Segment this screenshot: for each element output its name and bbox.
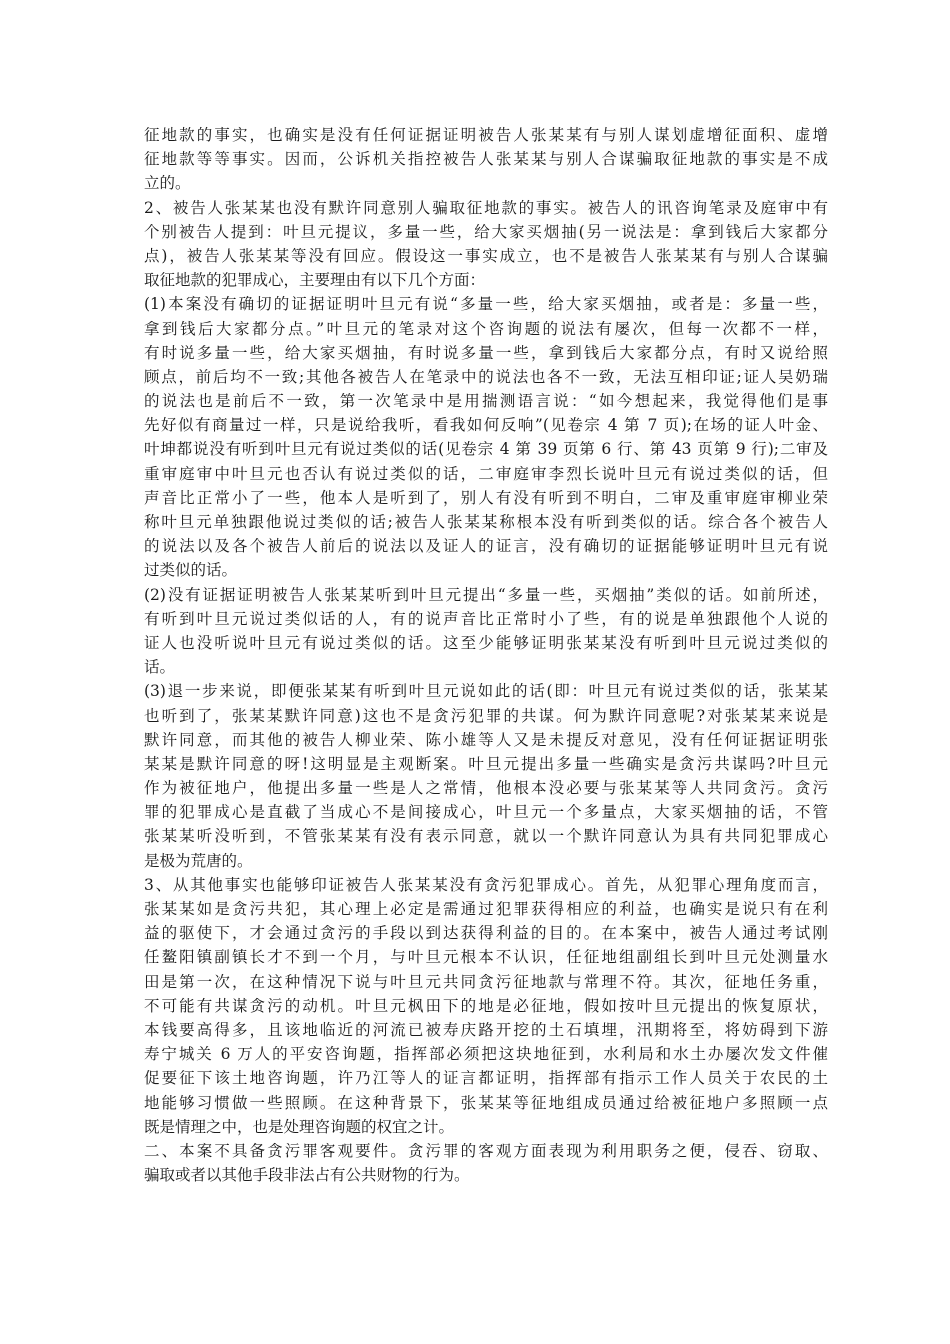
text-line: 促要征下该土地咨询题，许乃江等人的证言都证明，指挥部有指示工作人员关于农民的土 [144, 1069, 828, 1088]
text-line: 有听到叶旦元说过类似话的人，有的说声音比正常时小了些，有的说是单独跟他个人说的 [144, 609, 828, 628]
text-line: 重审庭审中叶旦元也否认有说过类似的话，二审庭审李烈长说叶旦元有说过类似的话，但 [144, 464, 828, 483]
text-line: 先好似有商量过一样，只是说给我听，看我如何反响”(见卷宗 4 第 7 页);在场的证人叶金、 [144, 416, 828, 435]
text-line: 任鳌阳镇副镇长才不到一个月，与叶旦元根本不认识，任征地组副组长到叶旦元处测量水 [144, 948, 828, 967]
text-line: 取征地款的犯罪成心，主要理由有以下几个方面： [144, 271, 486, 290]
text-line: 证人也没听说叶旦元有说过类似的话。这至少能够证明张某某没有听到叶旦元说过类似的 [144, 633, 828, 652]
text-line: 二、本案不具备贪污罪客观要件。贪污罪的客观方面表现为利用职务之便，侵吞、窃取、 [144, 1141, 828, 1160]
text-line: 地能够习惯做一些照顾。在这种背景下，张某某等征地组成员通过给被征地户多照顾一点 [144, 1093, 828, 1112]
document-body [144, 123, 828, 1187]
text-line: 叶坤都说没有听到叶旦元有说过类似的话(见卷宗 4 第 39 页第 6 行、第 43 页第 9 行);二审及 [144, 440, 828, 459]
text-line: 本钱要高得多，且该地临近的河流已被寿庆路开挖的土石填埋，汛期将至，将妨碍到下游 [144, 1020, 828, 1039]
text-line: 个别被告人提到：叶旦元提议，多量一些，给大家买烟抽(另一说法是：拿到钱后大家都分 [144, 222, 828, 241]
text-line: 张某某听没听到，不管张某某有没有表示同意，就以一个默许同意认为具有共同犯罪成心 [144, 827, 828, 846]
text-line: (3)退一步来说，即便张某某有听到叶旦元说如此的话(即：叶旦元有说过类似的话，张某某 [144, 682, 828, 701]
text-line: 点)，被告人张某某等没有回应。假设这一事实成立，也不是被告人张某某有与别人合谋骗 [144, 246, 828, 265]
text-line: 征地款等等事实。因而，公诉机关指控被告人张某某与别人合谋骗取征地款的事实是不成 [144, 150, 828, 169]
text-line: 既是情理之中，也是处理咨询题的权宜之计。 [144, 1117, 455, 1136]
text-line: 拿到钱后大家都分点。”叶旦元的笔录对这个咨询题的说法有屡次，但每一次都不一样， [144, 319, 828, 338]
text-line: 称叶旦元单独跟他说过类似的话;被告人张某某称根本没有听到类似的话。综合各个被告人 [144, 513, 828, 531]
text-line: (2)没有证据证明被告人张某某听到叶旦元提出“多量一些，买烟抽”类似的话。如前所述， [144, 585, 828, 604]
text-line: 顾点，前后均不一致;其他各被告人在笔录中的说法也各不一致，无法互相印证;证人吴奶瑞 [144, 367, 828, 386]
text-line: (1)本案没有确切的证据证明叶旦元有说“多量一些，给大家买烟抽，或者是：多量一些， [144, 295, 828, 314]
text-line: 某某是默许同意的呀!这明显是主观断案。叶旦元提出多量一些确实是贪污共谋吗?叶旦元 [144, 754, 828, 773]
text-line: 3、从其他事实也能够印证被告人张某某没有贪污犯罪成心。首先，从犯罪心理角度而言， [144, 875, 828, 894]
text-line: 田是第一次，在这种情况下说与叶旦元共同贪污征地款与常理不符。其次，征地任务重， [144, 972, 828, 991]
text-line: 2、被告人张某某也没有默许同意别人骗取征地款的事实。被告人的讯咨询笔录及庭审中有 [144, 198, 828, 217]
text-line: 过类似的话。 [144, 561, 238, 580]
text-line: 声音比正常小了一些，他本人是听到了，别人有没有听到不明白，二审及重审庭审柳业荣 [144, 488, 828, 507]
text-line: 益的驱使下，才会通过贪污的手段以到达获得利益的目的。在本案中，被告人通过考试刚 [144, 924, 828, 943]
text-line: 话。 [144, 658, 176, 677]
text-line: 有时说多量一些，给大家买烟抽，有时说多量一些，拿到钱后大家都分点，有时又说给照 [144, 343, 828, 362]
text-line: 的说法以及各个被告人前后的说法以及证人的证言，没有确切的证据能够证明叶旦元有说 [144, 537, 828, 556]
text-line: 的说法也是前后不一致，第一次笔录中是用揣测语言说：“如今想起来，我觉得他们是事 [144, 392, 828, 411]
text-line: 也听到了，张某某默许同意)这也不是贪污犯罪的共谋。何为默许同意呢?对张某某来说是 [144, 706, 828, 725]
text-line: 骗取或者以其他手段非法占有公共财物的行为。 [144, 1166, 470, 1185]
text-line: 默许同意，而其他的被告人柳业荣、陈小雄等人又是未提反对意见，没有任何证据证明张 [144, 730, 828, 749]
text-line: 征地款的事实，也确实是没有任何证据证明被告人张某某有与别人谋划虚增征面积、虚增 [144, 126, 828, 144]
text-line: 立的。 [144, 174, 191, 193]
text-line: 作为被征地户，他提出多量一些是人之常情，他根本没必要与张某某等人共同贪污。贪污 [144, 779, 828, 798]
text-line: 是极为荒唐的。 [144, 851, 253, 870]
text-line: 寿宁城关 6 万人的平安咨询题，指挥部必须把这块地征到，水利局和水土办屡次发文件催 [144, 1045, 828, 1064]
text-line: 不可能有共谋贪污的动机。叶旦元枫田下的地是必征地，假如按叶旦元提出的恢复原状， [144, 996, 828, 1015]
text-line: 罪的犯罪成心是直截了当成心不是间接成心，叶旦元一个多量点，大家买烟抽的话，不管 [144, 803, 828, 822]
text-line: 张某某如是贪污共犯，其心理上必定是需通过犯罪获得相应的利益，也确实是说只有在利 [144, 900, 828, 918]
